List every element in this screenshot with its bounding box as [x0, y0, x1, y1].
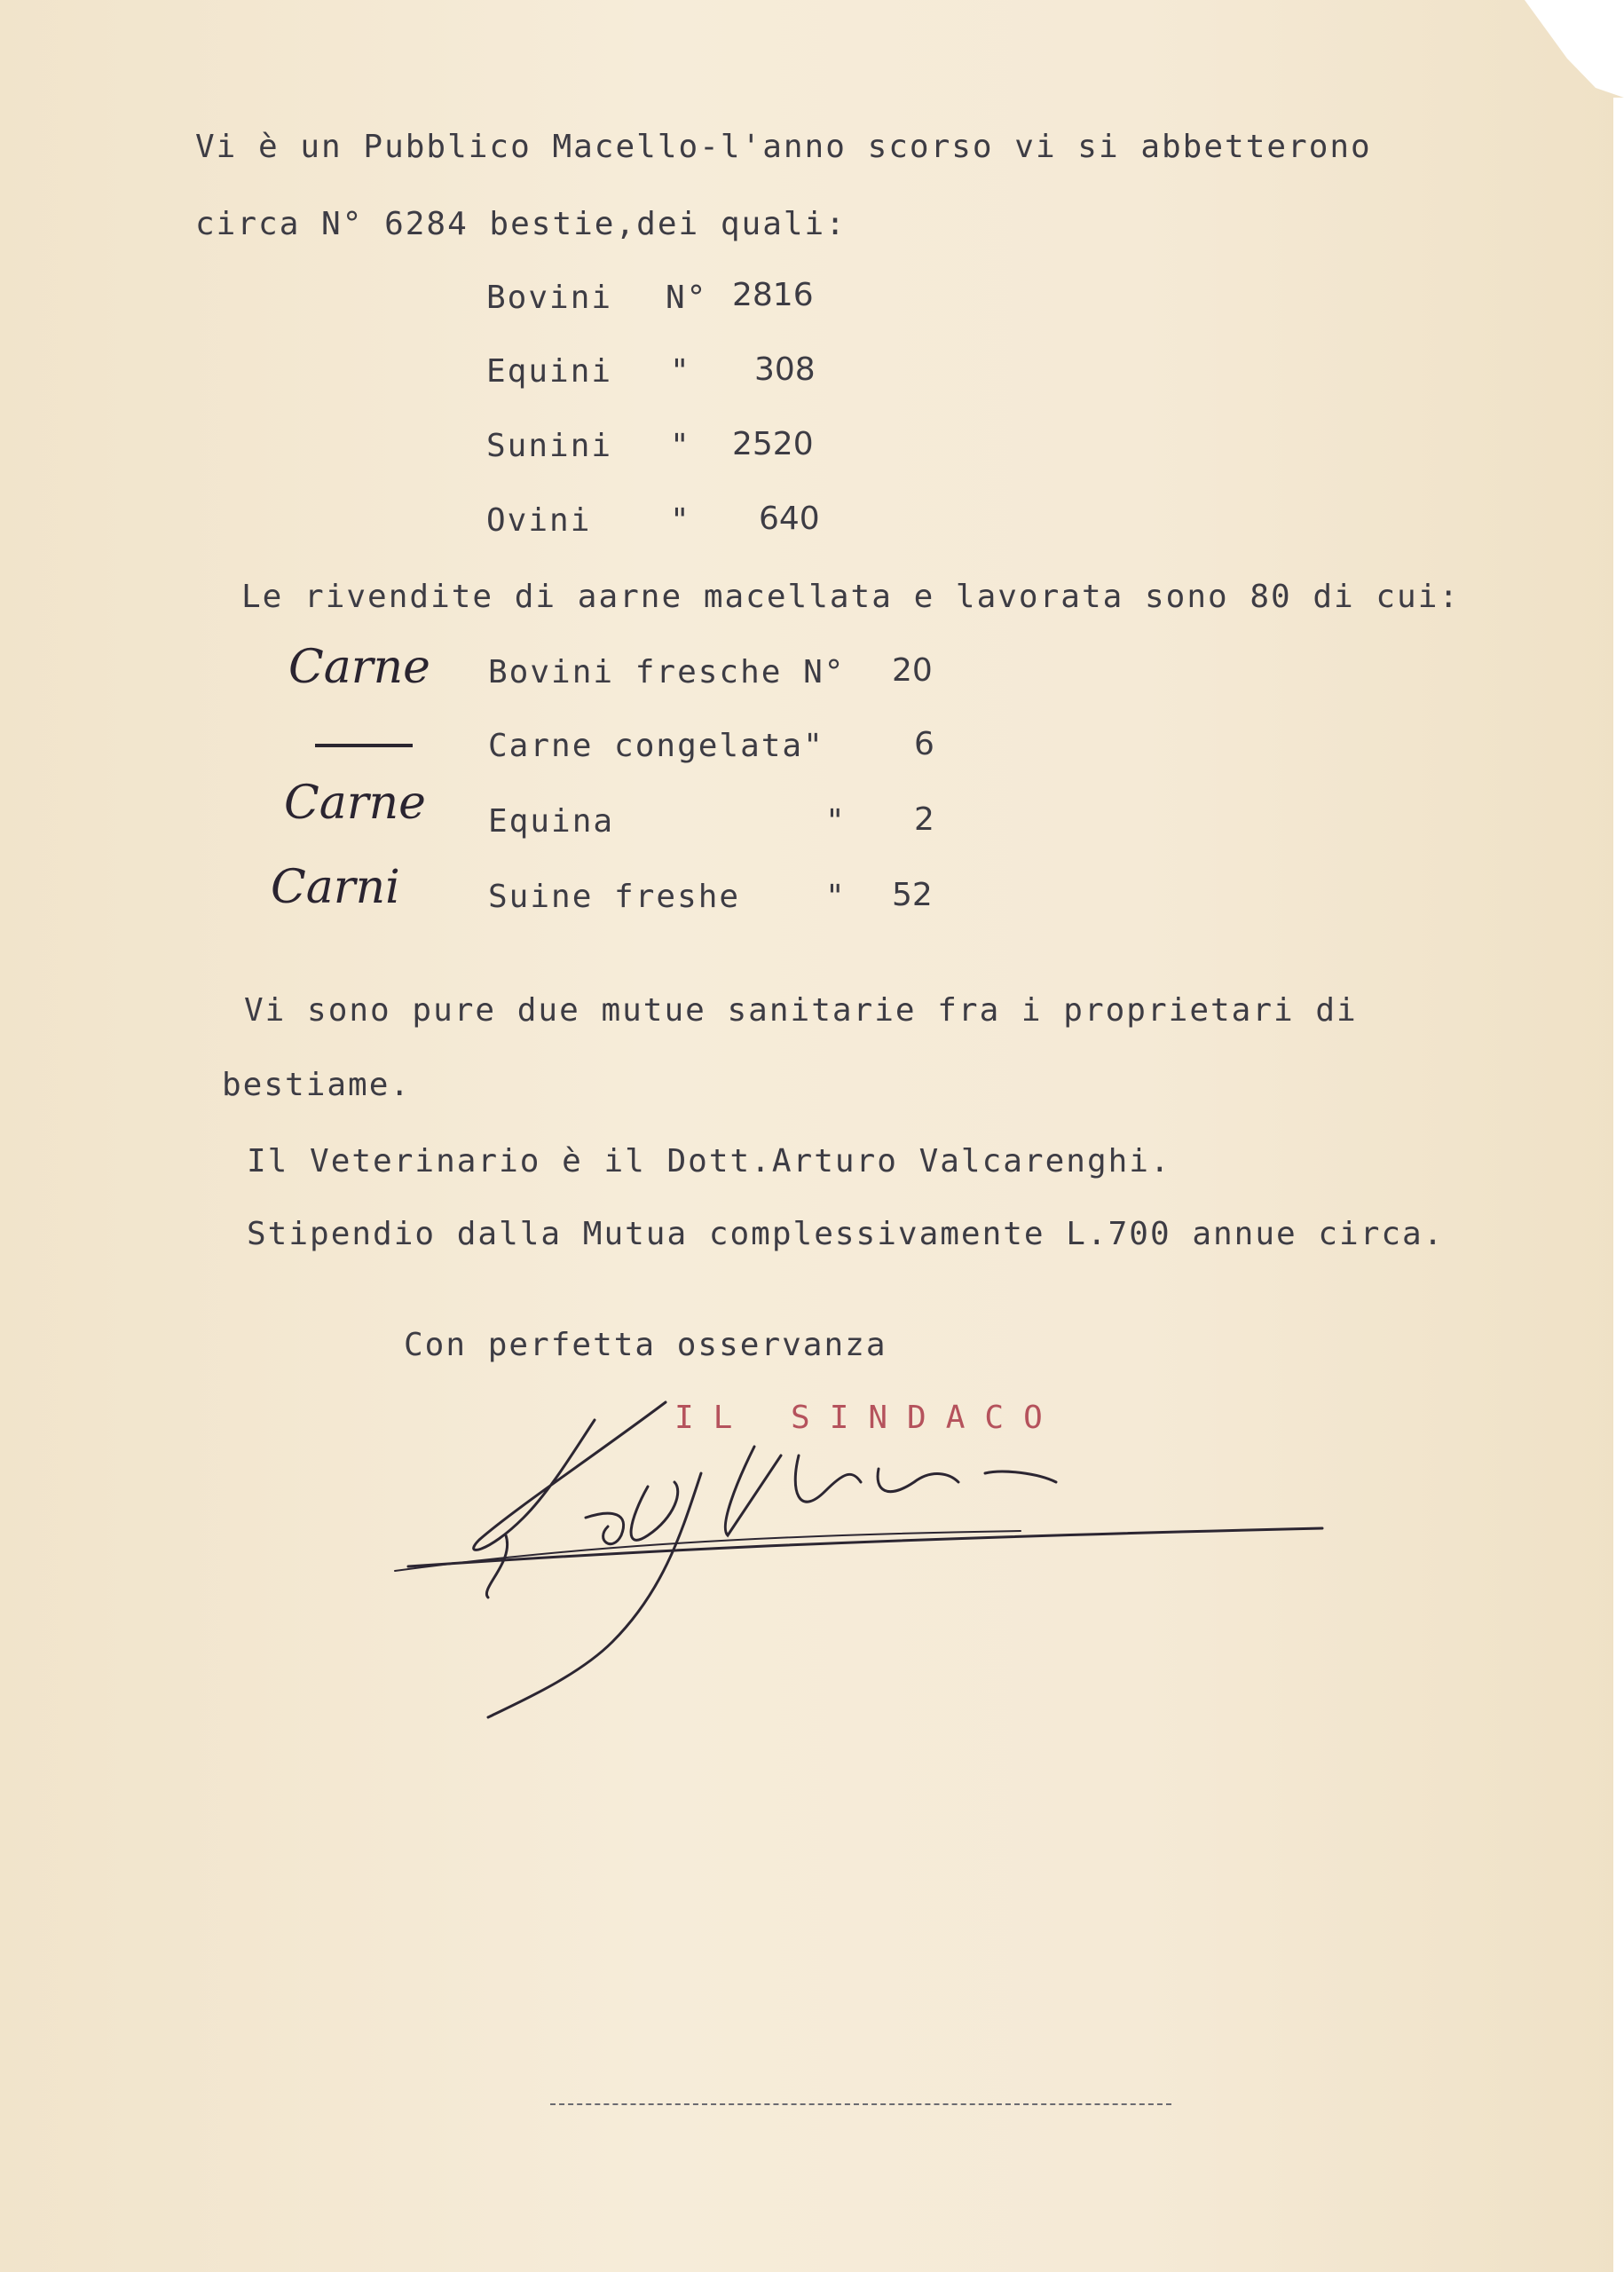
animal-mark: ": [670, 502, 691, 539]
shop-value: 52: [892, 877, 933, 913]
torn-corner: [1482, 0, 1624, 98]
animal-name: Sunini: [486, 428, 613, 464]
text-line: Il Veterinario è il Dott.Arturo Valcarenghi.: [247, 1143, 1171, 1179]
shop-item: Bovini fresche N°: [488, 654, 846, 690]
shop-mark: ": [825, 803, 847, 840]
animal-value: 308: [754, 351, 816, 388]
text-line: Vi è un Pubblico Macello-l'anno scorso vi si abbetterono: [195, 129, 1372, 165]
animal-value: 640: [759, 501, 820, 537]
handwritten-note: Carni: [271, 861, 400, 914]
animal-mark: N°: [666, 280, 708, 316]
animal-name: Equini: [486, 353, 613, 390]
shop-item: Suine freshe: [488, 879, 741, 915]
shop-value: 6: [914, 726, 934, 762]
signature-title: IL SINDACO: [674, 1400, 1062, 1436]
page-edge: [1613, 98, 1624, 2272]
text-line: Le rivendite di aarne macellata e lavorata sono 80 di cui:: [241, 579, 1461, 615]
handwritten-dash: [315, 744, 413, 747]
animal-name: Ovini: [486, 502, 592, 539]
animal-name: Bovini: [486, 280, 613, 316]
shop-value: 20: [892, 652, 933, 689]
closing-line: Con perfetta osservanza: [404, 1327, 887, 1363]
text-line: Vi sono pure due mutue sanitarie fra i proprietari di: [244, 992, 1358, 1029]
shop-mark: ": [825, 879, 847, 915]
signature-image: [382, 1384, 1358, 1722]
handwritten-note: Carne: [284, 777, 426, 830]
text-line: circa N° 6284 bestie,dei quali:: [195, 206, 847, 242]
text-line: Stipendio dalla Mutua complessivamente L.700 annue circa.: [247, 1216, 1445, 1252]
text-line: bestiame.: [222, 1067, 412, 1103]
animal-value: 2816: [732, 277, 814, 313]
animal-mark: ": [670, 428, 691, 464]
animal-value: 2520: [732, 426, 814, 462]
separator-line: [550, 2103, 1171, 2109]
handwritten-note: Carne: [288, 641, 430, 694]
shop-item: Carne congelata": [488, 728, 824, 764]
shop-value: 2: [914, 801, 934, 838]
animal-mark: ": [670, 353, 691, 390]
shop-item: Equina: [488, 803, 615, 840]
